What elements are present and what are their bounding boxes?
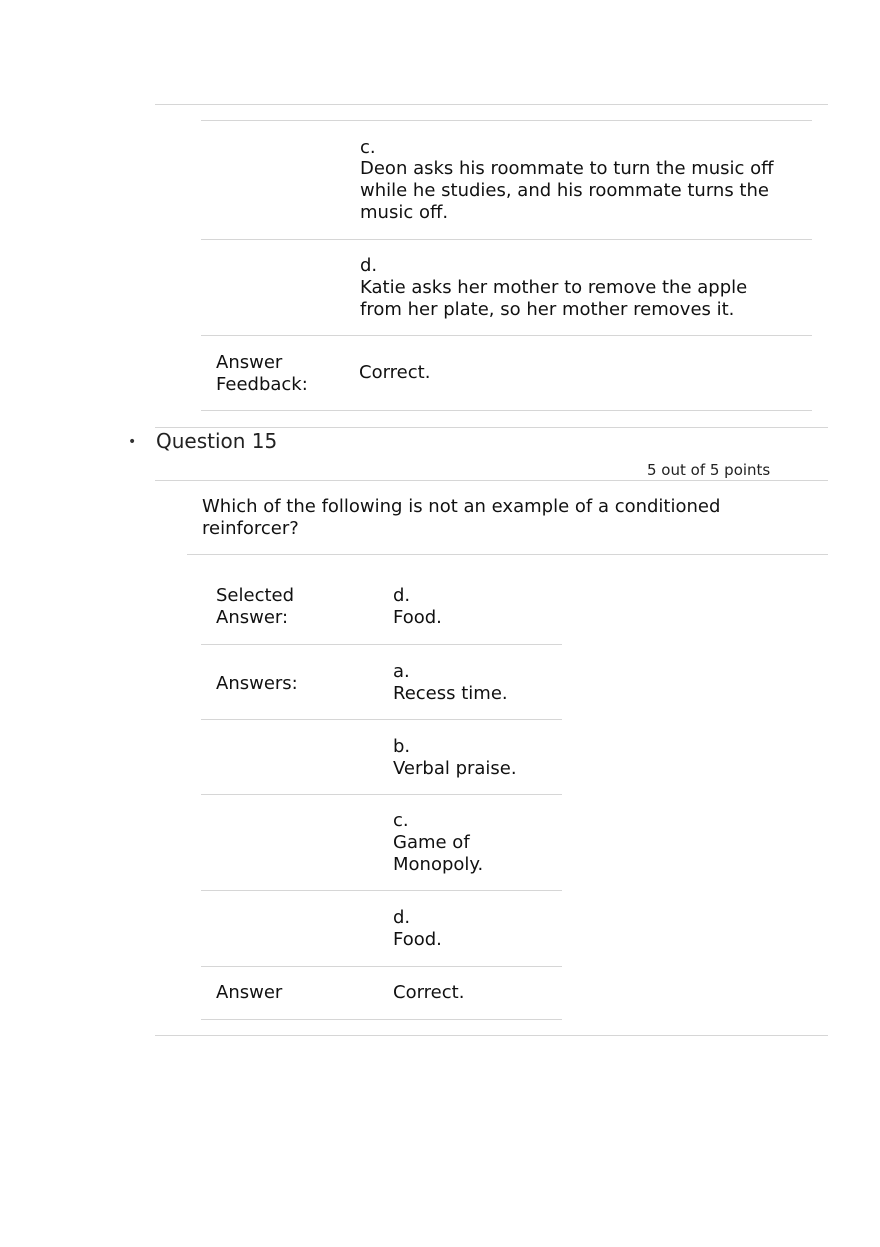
table-row-divider bbox=[201, 239, 812, 240]
section-divider bbox=[155, 104, 828, 105]
answer-choice-letter: b. bbox=[393, 736, 411, 757]
answer-choice-letter: c. bbox=[360, 137, 376, 158]
answer-choice-letter: a. bbox=[393, 661, 410, 682]
answer-choice-letter: d. bbox=[360, 255, 378, 276]
answer-choice-text: Verbal praise. bbox=[393, 758, 517, 779]
answer-choice-letter: c. bbox=[393, 810, 409, 831]
answers-label: Answers: bbox=[216, 673, 298, 694]
section-divider bbox=[155, 1035, 828, 1036]
answer-choice-letter: d. bbox=[393, 907, 411, 928]
answer-feedback-value: Correct. bbox=[393, 982, 465, 1003]
table-row-divider bbox=[201, 335, 812, 336]
table-row-divider bbox=[201, 120, 812, 121]
answer-choice-text: Katie asks her mother to remove the apple from her plate, so her mother removes it. bbox=[360, 277, 748, 320]
answer-feedback-label: Answer bbox=[216, 982, 283, 1003]
selected-answer-text: Food. bbox=[393, 607, 442, 628]
selected-answer-label: Selected Answer: bbox=[216, 585, 295, 628]
table-row-divider bbox=[201, 966, 562, 967]
answer-feedback-label: Answer Feedback: bbox=[216, 352, 308, 395]
table-row-divider bbox=[201, 794, 562, 795]
question-points: 5 out of 5 points bbox=[647, 461, 771, 479]
question-prompt: Which of the following is not an example of a conditioned reinforcer? bbox=[202, 496, 721, 539]
answer-choice-text: Recess time. bbox=[393, 683, 508, 704]
table-row-divider bbox=[201, 719, 562, 720]
question-header-divider bbox=[155, 480, 828, 481]
table-row-divider bbox=[201, 1019, 562, 1020]
table-row-divider bbox=[201, 890, 562, 891]
answer-choice-text: Food. bbox=[393, 929, 442, 950]
question-divider bbox=[155, 427, 828, 428]
bullet-icon: • bbox=[128, 434, 137, 450]
answer-feedback-value: Correct. bbox=[359, 362, 431, 383]
table-row-divider bbox=[201, 644, 562, 645]
question-prompt-divider bbox=[187, 554, 828, 555]
answer-choice-text: Deon asks his roommate to turn the music off while he studies, and his roommate turns the music off. bbox=[360, 158, 774, 223]
selected-answer-letter: d. bbox=[393, 585, 411, 606]
table-row-divider bbox=[201, 410, 812, 411]
question-title: Question 15 bbox=[156, 429, 278, 453]
answer-choice-text: Game of Monopoly. bbox=[393, 832, 484, 875]
